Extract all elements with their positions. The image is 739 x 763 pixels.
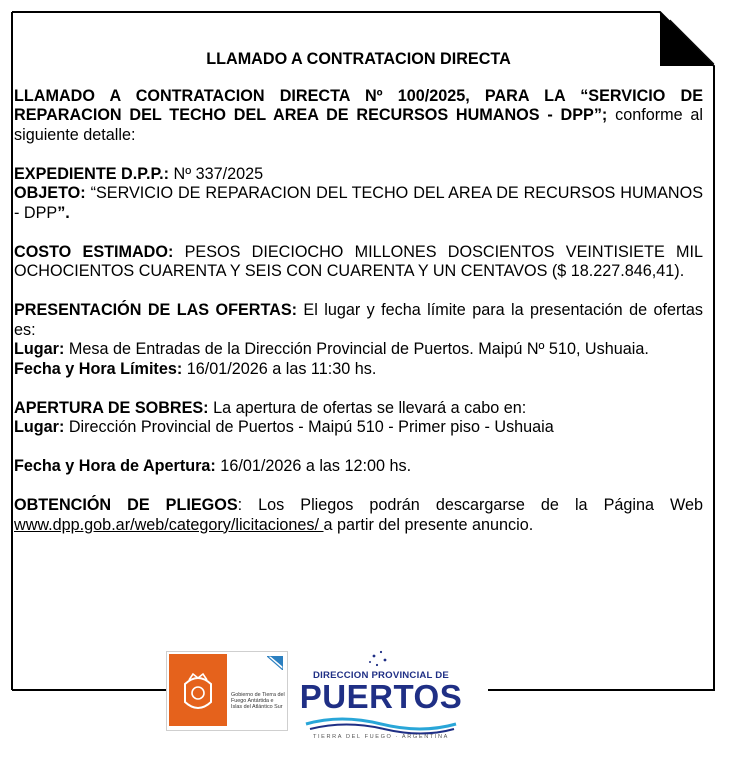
obtencion-label: OBTENCIÓN DE PLIEGOS [14,496,238,514]
tdf-emblem [169,654,227,726]
dpp-logo [296,648,466,748]
tdf-logo-text: Gobierno de Tierra del Fuego Antártida e Islas del Atlántico Sur [231,692,285,711]
intro-heading: LLAMADO A CONTRATACION DIRECTA Nº 100/2025, PARA LA “SERVICIO DE REPARACION DEL TECHO DEL AREA DE RECURSOS HUMANOS - DPP”; [14,86,703,124]
presentacion-fecha-label: Fecha y Hora Límites: [14,359,183,378]
apertura-lugar-label: Lugar: [14,418,65,436]
expediente-value: Nº 337/2025 [169,164,264,183]
presentacion-value: El lugar y fecha límite para la presentación de ofertas es: [14,301,703,339]
intro-text: conforme al siguiente detalle: [14,106,704,144]
costo-label: COSTO ESTIMADO: [14,242,174,261]
presentacion-label: PRESENTACIÓN DE LAS OFERTAS: [14,301,298,319]
costo-line [14,243,703,282]
objeto-value: “SERVICIO DE REPARACION DEL TECHO DEL AREA DE RECURSOS HUMANOS - DPP [14,184,703,222]
apertura-value: La apertura de ofertas se llevará a cabo en: [208,398,527,417]
objeto-label: OBJETO: [14,184,86,202]
apertura-lugar-value: Dirección Provincial de Puertos - Maipú 510 - Primer piso - Ushuaia [64,418,554,436]
obtencion-tail: a partir del presente anuncio. [323,515,534,534]
apertura-fecha-label: Fecha y Hora de Apertura: [14,457,216,475]
expediente-line [14,165,703,185]
apertura-fecha-line [14,457,703,477]
presentacion-lugar-label: Lugar: [14,340,65,358]
dpp-logo-top: DIRECCION PROVINCIAL DE [312,670,450,681]
notice-body [14,50,703,535]
objeto-line [14,184,703,223]
intro-paragraph [14,87,703,146]
apertura-label: APERTURA DE SOBRES: [14,398,209,417]
presentacion-lugar-line [14,340,703,360]
obtencion-line [14,496,703,535]
waves-icon [296,716,466,736]
objeto-tail: ”. [57,203,70,222]
notice-title: LLAMADO A CONTRATACION DIRECTA [206,50,511,68]
flag-icon [267,656,283,670]
expediente-label: EXPEDIENTE D.P.P.: [14,164,170,183]
costo-value: PESOS DIECIOCHO MILLONES DOSCIENTOS VEINTISIETE MIL OCHOCIENTOS CUARENTA Y SEIS CON CUARENTA Y UN CENTAVOS ($ 18.227.846,41). [14,242,703,280]
apertura-fecha-value: 16/01/2026 a las 12:00 hs. [215,457,412,475]
dpp-logo-main: PUERTOS [299,678,463,715]
presentacion-line [14,301,703,340]
presentacion-fecha-line [14,360,703,380]
presentacion-fecha-value: 16/01/2026 a las 11:30 hs. [182,359,377,378]
apertura-line [14,399,703,419]
footer-logos [0,648,739,758]
coat-of-arms-icon [169,654,227,726]
apertura-lugar-line [14,418,703,438]
pliegos-link[interactable]: www.dpp.gob.ar/web/category/licitaciones/ [14,515,324,534]
tdf-government-logo [166,651,288,731]
presentacion-lugar-value: Mesa de Entradas de la Dirección Provincial de Puertos. Maipú Nº 510, Ushuaia. [64,340,649,358]
dpp-logo-bottom: TIERRA DEL FUEGO · ARGENTINA [313,734,449,740]
obtencion-value: : Los Pliegos podrán descargarse de la Página Web [237,496,703,514]
